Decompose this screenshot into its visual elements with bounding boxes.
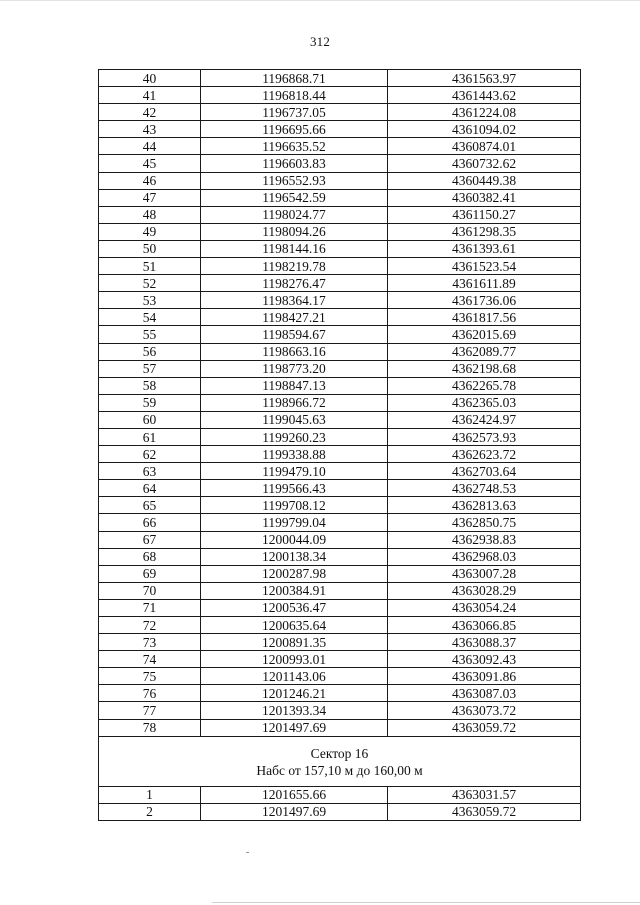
x-coordinate-cell: 1198663.16 [201,343,388,360]
y-coordinate-cell: 4363073.72 [388,702,581,719]
point-number-cell: 46 [99,172,201,189]
point-number-cell: 70 [99,582,201,599]
point-number-cell: 40 [99,70,201,87]
y-coordinate-cell: 4362748.53 [388,480,581,497]
point-number-cell: 59 [99,394,201,411]
point-number-cell: 52 [99,275,201,292]
table-row [99,70,581,87]
table-row [99,634,581,651]
y-coordinate-cell: 4360874.01 [388,138,581,155]
x-coordinate-cell: 1196635.52 [201,138,388,155]
coordinates-table [98,69,581,821]
x-coordinate-cell: 1200635.64 [201,617,388,634]
table-row [99,275,581,292]
table-row [99,480,581,497]
x-coordinate-cell: 1198144.16 [201,240,388,257]
x-coordinate-cell: 1200536.47 [201,599,388,616]
y-coordinate-cell: 4362089.77 [388,343,581,360]
scan-edge-top [0,0,640,1]
table-row [99,172,581,189]
y-coordinate-cell: 4362365.03 [388,394,581,411]
x-coordinate-cell: 1200138.34 [201,548,388,565]
x-coordinate-cell: 1196695.66 [201,121,388,138]
table-row [99,240,581,257]
table-row [99,803,581,820]
table-row [99,104,581,121]
y-coordinate-cell: 4361224.08 [388,104,581,121]
y-coordinate-cell: 4362968.03 [388,548,581,565]
point-number-cell: 48 [99,206,201,223]
point-number-cell: 61 [99,428,201,445]
table-row [99,121,581,138]
point-number-cell: 58 [99,377,201,394]
y-coordinate-cell: 4362573.93 [388,428,581,445]
table-row [99,87,581,104]
x-coordinate-cell: 1200993.01 [201,651,388,668]
y-coordinate-cell: 4362813.63 [388,497,581,514]
x-coordinate-cell: 1196737.05 [201,104,388,121]
table-row [99,651,581,668]
table-row [99,343,581,360]
table-row [99,411,581,428]
point-number-cell: 44 [99,138,201,155]
y-coordinate-cell: 4363059.72 [388,719,581,736]
y-coordinate-cell: 4361150.27 [388,206,581,223]
table-row [99,446,581,463]
y-coordinate-cell: 4361817.56 [388,309,581,326]
x-coordinate-cell: 1201246.21 [201,685,388,702]
y-coordinate-cell: 4363066.85 [388,617,581,634]
x-coordinate-cell: 1201497.69 [201,719,388,736]
y-coordinate-cell: 4362015.69 [388,326,581,343]
point-number-cell: 57 [99,360,201,377]
point-number-cell: 71 [99,599,201,616]
y-coordinate-cell: 4360382.41 [388,189,581,206]
table-row [99,258,581,275]
y-coordinate-cell: 4362198.68 [388,360,581,377]
x-coordinate-cell: 1201655.66 [201,786,388,803]
table-row [99,531,581,548]
x-coordinate-cell: 1199799.04 [201,514,388,531]
y-coordinate-cell: 4362265.78 [388,377,581,394]
point-number-cell: 67 [99,531,201,548]
point-number-cell: 42 [99,104,201,121]
y-coordinate-cell: 4361393.61 [388,240,581,257]
y-coordinate-cell: 4361298.35 [388,223,581,240]
sector-header-row [99,736,581,786]
x-coordinate-cell: 1198594.67 [201,326,388,343]
point-number-cell: 72 [99,617,201,634]
y-coordinate-cell: 4363028.29 [388,582,581,599]
x-coordinate-cell: 1198427.21 [201,309,388,326]
y-coordinate-cell: 4363054.24 [388,599,581,616]
table-row [99,326,581,343]
x-coordinate-cell: 1196603.83 [201,155,388,172]
x-coordinate-cell: 1200287.98 [201,565,388,582]
sector-height-range: Набс от 157,10 м до 160,00 м [256,762,423,778]
rows-after-group [99,786,581,820]
y-coordinate-cell: 4363007.28 [388,565,581,582]
y-coordinate-cell: 4361736.06 [388,292,581,309]
x-coordinate-cell: 1199260.23 [201,428,388,445]
x-coordinate-cell: 1198094.26 [201,223,388,240]
x-coordinate-cell: 1199479.10 [201,463,388,480]
table-row [99,786,581,803]
y-coordinate-cell: 4363092.43 [388,651,581,668]
x-coordinate-cell: 1199708.12 [201,497,388,514]
point-number-cell: 76 [99,685,201,702]
table-row [99,617,581,634]
x-coordinate-cell: 1198847.13 [201,377,388,394]
y-coordinate-cell: 4361611.89 [388,275,581,292]
y-coordinate-cell: 4361094.02 [388,121,581,138]
table-row [99,514,581,531]
point-number-cell: 2 [99,803,201,820]
y-coordinate-cell: 4361563.97 [388,70,581,87]
point-number-cell: 69 [99,565,201,582]
table-row [99,206,581,223]
point-number-cell: 63 [99,463,201,480]
table-row [99,223,581,240]
y-coordinate-cell: 4362938.83 [388,531,581,548]
table-row [99,702,581,719]
x-coordinate-cell: 1201143.06 [201,668,388,685]
y-coordinate-cell: 4363059.72 [388,803,581,820]
point-number-cell: 55 [99,326,201,343]
y-coordinate-cell: 4363088.37 [388,634,581,651]
point-number-cell: 60 [99,411,201,428]
x-coordinate-cell: 1201497.69 [201,803,388,820]
scan-artifact-dot [246,852,249,853]
sector-group [99,736,581,786]
x-coordinate-cell: 1198219.78 [201,258,388,275]
table-row [99,309,581,326]
y-coordinate-cell: 4362703.64 [388,463,581,480]
y-coordinate-cell: 4363031.57 [388,786,581,803]
point-number-cell: 56 [99,343,201,360]
table-row [99,463,581,480]
x-coordinate-cell: 1199045.63 [201,411,388,428]
point-number-cell: 66 [99,514,201,531]
x-coordinate-cell: 1196552.93 [201,172,388,189]
point-number-cell: 65 [99,497,201,514]
table-row [99,428,581,445]
x-coordinate-cell: 1200891.35 [201,634,388,651]
table-row [99,138,581,155]
x-coordinate-cell: 1198276.47 [201,275,388,292]
table-row [99,292,581,309]
point-number-cell: 43 [99,121,201,138]
table-row [99,394,581,411]
x-coordinate-cell: 1199338.88 [201,446,388,463]
table-row [99,497,581,514]
y-coordinate-cell: 4361523.54 [388,258,581,275]
x-coordinate-cell: 1198024.77 [201,206,388,223]
y-coordinate-cell: 4360732.62 [388,155,581,172]
y-coordinate-cell: 4362623.72 [388,446,581,463]
x-coordinate-cell: 1200384.91 [201,582,388,599]
point-number-cell: 1 [99,786,201,803]
x-coordinate-cell: 1198773.20 [201,360,388,377]
table-row [99,548,581,565]
y-coordinate-cell: 4362424.97 [388,411,581,428]
table-row [99,599,581,616]
y-coordinate-cell: 4363091.86 [388,668,581,685]
point-number-cell: 74 [99,651,201,668]
x-coordinate-cell: 1199566.43 [201,480,388,497]
point-number-cell: 75 [99,668,201,685]
table-row [99,719,581,736]
point-number-cell: 78 [99,719,201,736]
x-coordinate-cell: 1198966.72 [201,394,388,411]
y-coordinate-cell: 4362850.75 [388,514,581,531]
table-row [99,189,581,206]
point-number-cell: 41 [99,87,201,104]
point-number-cell: 50 [99,240,201,257]
scan-edge-bottom [212,902,640,903]
point-number-cell: 64 [99,480,201,497]
x-coordinate-cell: 1196868.71 [201,70,388,87]
point-number-cell: 77 [99,702,201,719]
x-coordinate-cell: 1196542.59 [201,189,388,206]
point-number-cell: 73 [99,634,201,651]
table-row [99,685,581,702]
x-coordinate-cell: 1200044.09 [201,531,388,548]
point-number-cell: 47 [99,189,201,206]
table-row [99,668,581,685]
table-row [99,582,581,599]
y-coordinate-cell: 4360449.38 [388,172,581,189]
y-coordinate-cell: 4363087.03 [388,685,581,702]
sector-title: Сектор 16 [310,745,369,761]
table-row [99,360,581,377]
point-number-cell: 49 [99,223,201,240]
rows-before-group [99,70,581,737]
point-number-cell: 62 [99,446,201,463]
page-number: 312 [309,34,331,49]
point-number-cell: 68 [99,548,201,565]
x-coordinate-cell: 1196818.44 [201,87,388,104]
table-row [99,565,581,582]
x-coordinate-cell: 1198364.17 [201,292,388,309]
point-number-cell: 51 [99,258,201,275]
point-number-cell: 53 [99,292,201,309]
point-number-cell: 45 [99,155,201,172]
sector-header-cell [99,736,581,786]
table-row [99,155,581,172]
y-coordinate-cell: 4361443.62 [388,87,581,104]
x-coordinate-cell: 1201393.34 [201,702,388,719]
point-number-cell: 54 [99,309,201,326]
table-row [99,377,581,394]
